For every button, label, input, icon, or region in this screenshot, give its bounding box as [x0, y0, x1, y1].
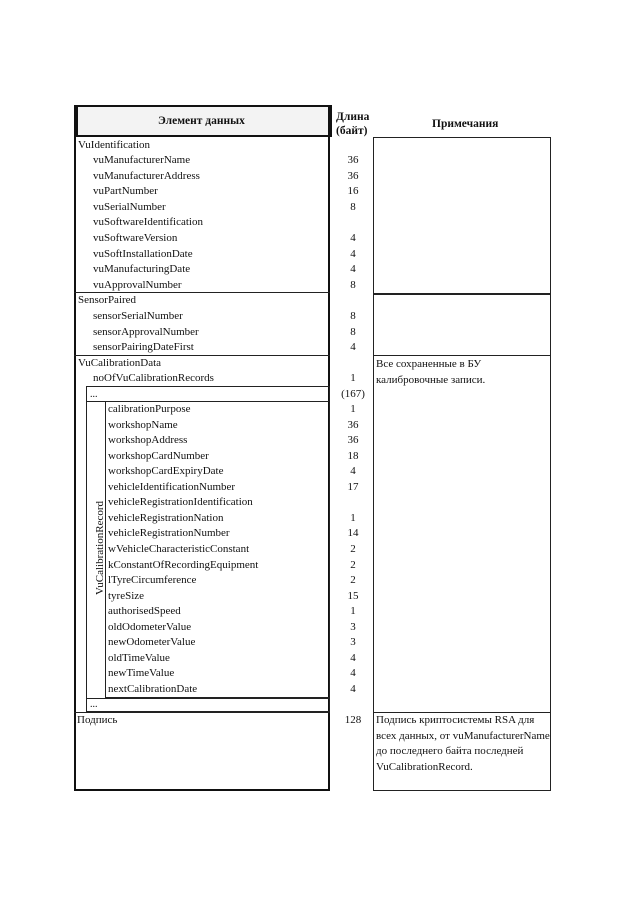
calibration-record-field-name: authorisedSpeed [108, 605, 181, 618]
records-box-bottom-line [86, 698, 330, 699]
calibration-record-field-name: vehicleIdentificationNumber [108, 480, 236, 493]
calibration-record-field-name: oldOdometerValue [108, 620, 192, 633]
signature-length: 128 [344, 714, 362, 726]
sensor-paired-field-length: 8 [350, 325, 356, 338]
calibration-note: Все сохраненные в БУ калибровочные записи. [376, 358, 486, 386]
calibration-record-field-length: 1 [350, 605, 356, 618]
vu-identification-field-length: 4 [350, 263, 356, 276]
calibration-record-field-name: newTimeValue [108, 667, 175, 680]
calibration-record-field-name: lTyreCircumference [108, 574, 197, 587]
calibration-record-field-length: 17 [347, 480, 359, 493]
vu-identification-field-length: 4 [350, 247, 356, 260]
vu-identification-field-name: vuSoftInstallationDate [93, 247, 193, 260]
vu-identification-field-length: 16 [347, 185, 359, 198]
calibration-record-field-length: 2 [350, 542, 356, 555]
calibration-record-field-name: calibrationPurpose [108, 403, 191, 415]
calibration-record-field-length: 3 [350, 620, 356, 633]
calibration-record-field-name: nextCalibrationDate [108, 682, 198, 695]
vu-identification-field-length: 8 [350, 278, 356, 291]
calibration-record-field-length: 3 [350, 636, 356, 649]
calibration-record-field-name: oldTimeValue [108, 651, 170, 664]
calibration-record-field-name: vehicleRegistrationNation [108, 511, 224, 524]
signature-note: Подпись криптосистемы RSA для всех данных, от vuManufacturerName до последнего байта последней VuCalibrationRecord. [376, 714, 550, 773]
sensor-paired-field-length: 4 [350, 341, 356, 354]
record-length: (167) [341, 388, 365, 400]
calibration-record-field-name: kConstantOfRecordingEquipment [108, 558, 259, 571]
calibration-record-field-name: newOdometerValue [108, 636, 196, 649]
header-element-label: Элемент данных [158, 115, 245, 127]
sensor-paired-field-name: sensorSerialNumber [93, 310, 183, 322]
calibration-record-field-length: 4 [350, 667, 356, 680]
calibration-record-field-length: 18 [347, 449, 359, 462]
header-notes-label: Примечания [432, 118, 499, 130]
vu-identification-field-name: vuManufacturerName [93, 154, 191, 166]
vu-identification-field-name: vuManufacturingDate [93, 263, 191, 276]
vu-identification-field-length: 36 [347, 169, 359, 182]
signature-title: Подпись [77, 714, 118, 726]
notes-box-identification [373, 137, 551, 294]
group-title-vu-identification: VuIdentification [78, 139, 151, 151]
group-title-sensor-paired: SensorPaired [78, 294, 137, 306]
calibration-record-field-length: 4 [350, 651, 356, 664]
calibration-record-field-length: 14 [347, 527, 359, 540]
vu-identification-field-name: vuPartNumber [93, 185, 158, 198]
calibration-record-field-length: 2 [350, 558, 356, 571]
calibration-record-field-length: 36 [347, 418, 359, 431]
calibration-record-field-name: wVehicleCharacteristicConstant [108, 542, 250, 555]
calibration-record-field-length: 4 [350, 465, 356, 478]
vu-identification-field-name: vuSerialNumber [93, 200, 166, 213]
vu-identification-field-length: 4 [350, 232, 356, 244]
calibration-record-field-name: workshopAddress [108, 434, 188, 447]
vu-identification-field-length: 8 [350, 200, 356, 213]
record-label-divider [86, 401, 87, 698]
sensor-paired-field-length: 8 [350, 310, 356, 322]
header-length-label-1: Длина [336, 111, 370, 123]
ellipsis-top: ... [90, 389, 98, 400]
calibration-record-field-length: 4 [350, 682, 356, 695]
notes-box-calibration [373, 355, 551, 713]
calibration-record-field-name: vehicleRegistrationNumber [108, 527, 230, 540]
calibration-record-field-name: workshopCardExpiryDate [108, 465, 224, 478]
calibration-record-field-length: 2 [350, 574, 356, 587]
count-field-length: 1 [350, 372, 356, 384]
record-vertical-label: VuCalibrationRecord [94, 500, 106, 596]
ellipsis-bottom: ... [90, 699, 98, 710]
calibration-record-field-length: 36 [347, 434, 359, 447]
vu-identification-field-name: vuSoftwareIdentification [93, 216, 203, 229]
vu-identification-field-name: vuManufacturerAddress [93, 169, 200, 182]
header-length-label-2: (байт) [336, 125, 368, 137]
notes-box-sensor [373, 294, 551, 356]
count-field-name: noOfVuCalibrationRecords [93, 372, 214, 384]
group-title-vu-calibration-data: VuCalibrationData [78, 357, 162, 369]
sensor-paired-field-name: sensorApprovalNumber [93, 325, 199, 338]
calibration-record-field-length: 1 [350, 403, 356, 415]
vu-identification-field-name: vuSoftwareVersion [93, 232, 178, 244]
vu-identification-field-name: vuApprovalNumber [93, 278, 182, 291]
vu-identification-field-length: 36 [347, 154, 359, 166]
calibration-record-field-length: 15 [347, 589, 359, 602]
calibration-record-field-length: 1 [350, 511, 356, 524]
calibration-record-field-name: workshopCardNumber [108, 449, 209, 462]
calibration-record-field-name: workshopName [108, 418, 178, 431]
sensor-paired-field-name: sensorPairingDateFirst [93, 341, 194, 354]
calibration-record-field-name: tyreSize [108, 589, 145, 602]
calibration-record-field-name: vehicleRegistrationIdentification [108, 496, 253, 509]
